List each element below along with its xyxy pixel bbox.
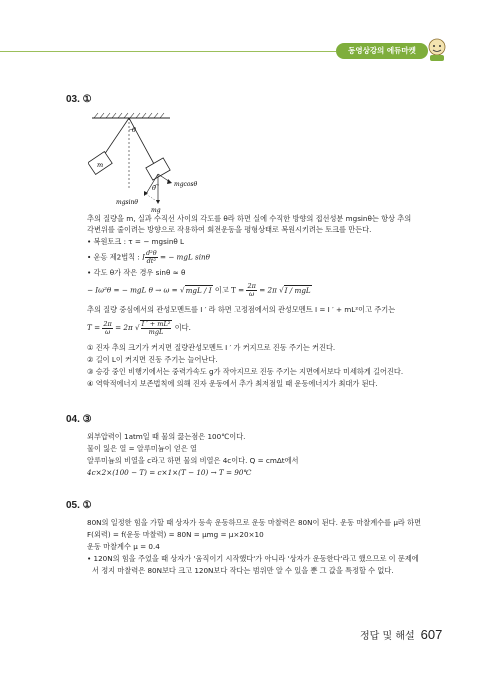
q4-line: 물이 잃은 열 = 알루미늄이 얻은 열	[87, 444, 197, 453]
q3-eq-motion: • 운동 제2법칙 : I $\frac{\text{d²θ}}{\text{dt²}}$ = − mgL sinθ	[87, 249, 210, 265]
mg-label: mg	[151, 207, 161, 214]
q4-line: 4c×2×(100 − T) = c×1×(T − 10) → T = 90℃	[87, 468, 252, 477]
q3-number: 03. ①	[66, 94, 92, 105]
q3-eq-period: T = $\frac{2\pi}{\omega}$ = 2π √ $\frac{\text{I ′ + mL²}}{\text{mgL}}$ 이다.	[87, 319, 191, 336]
footer-label: 정답 및 해설	[360, 631, 415, 642]
q4-line: 알루미늄의 비열을 c라고 하면 물의 비열은 4c이다. Q = cmΔt에서	[87, 456, 299, 465]
q3-option: ② 길이 L이 커지면 진동 주기는 늘어난다.	[87, 355, 218, 364]
q5-line: 80N의 일정한 힘을 가할 때 상자가 등속 운동하므로 운동 마찰력은 80N이 된다. 운동 마찰계수를 μ라 하면	[87, 518, 422, 527]
q3-option: ④ 역학적에너지 보존법칙에 의해 진자 운동에서 추가 최저점일 때 운동에너지가 최대가 된다.	[87, 379, 378, 388]
page-footer	[360, 627, 442, 642]
mascot-icon	[424, 36, 450, 62]
theta-label: θ	[132, 126, 136, 134]
q4-number: 04. ③	[66, 414, 92, 425]
pendulum-figure	[88, 112, 258, 214]
mgcos-label: mgcosθ	[174, 181, 198, 188]
q3-eq-omega: − Iω²θ = − mgL θ → ω = √mgL / I 이고 T = $\frac{2\pi}{\omega}$ = 2π √I / mgL	[87, 282, 311, 298]
mgsin-label: mgsinθ	[116, 199, 139, 206]
header-badge: 동영상강의 에듀마켓	[336, 43, 428, 59]
q5-line: 서 정지 마찰력은 80N보다 크고 120N보다 작다는 범위만 알 수 있을 뿐 그 값을 특정할 수 없다.	[92, 566, 394, 575]
mass-label: m	[97, 161, 104, 169]
q3-option: ③ 승강 중인 비행기에서는 중력가속도 g가 작아지므로 진동 주기는 지면에서보다 미세하게 길어진다.	[87, 367, 404, 376]
q4-line: 외부압력이 1atm일 때 물의 끓는점은 100℃이다.	[87, 432, 246, 441]
q3-line: 각변위를 줄이려는 방향으로 작용하여 회전운동을 평형상태로 복원시키려는 토크를 만든다.	[87, 225, 372, 234]
q3-line: 추의 질량 중심에서의 관성모멘트를 I ′ 라 하면 고정점에서의 관성모멘트 I = I ′ + mL²이고 주기는	[87, 305, 396, 314]
q5-line: • 120N의 힘을 주었을 때 상자가 '움직이기 시작했다'가 아니라 '상자가 운동한다'라고 했으므로 이 문제에	[87, 554, 419, 563]
q3-line: 추의 질량을 m, 실과 수직선 사이의 각도를 θ라 하면 실에 수직한 방향의 접선성분 mgsinθ는 항상 추의	[87, 214, 412, 223]
header-rule	[0, 51, 336, 52]
page-number: 607	[420, 627, 443, 642]
q5-line: 운동 마찰계수 μ = 0.4	[87, 542, 160, 551]
q3-line: • 각도 θ가 작은 경우 sinθ ≈ θ	[87, 268, 186, 277]
q5-line: F(외력) = f(운동 마찰력) = 80N = μmg = μ×20×10	[87, 530, 264, 539]
q5-number: 05. ①	[66, 500, 92, 511]
q3-option: ① 진자 추의 크기가 커지면 질량관성모멘트 I ′ 가 커지므로 진동 주기는 커진다.	[87, 343, 336, 352]
q3-line: • 복원토크 : τ = − mgsinθ L	[87, 237, 185, 246]
theta-label: θ	[152, 184, 156, 192]
